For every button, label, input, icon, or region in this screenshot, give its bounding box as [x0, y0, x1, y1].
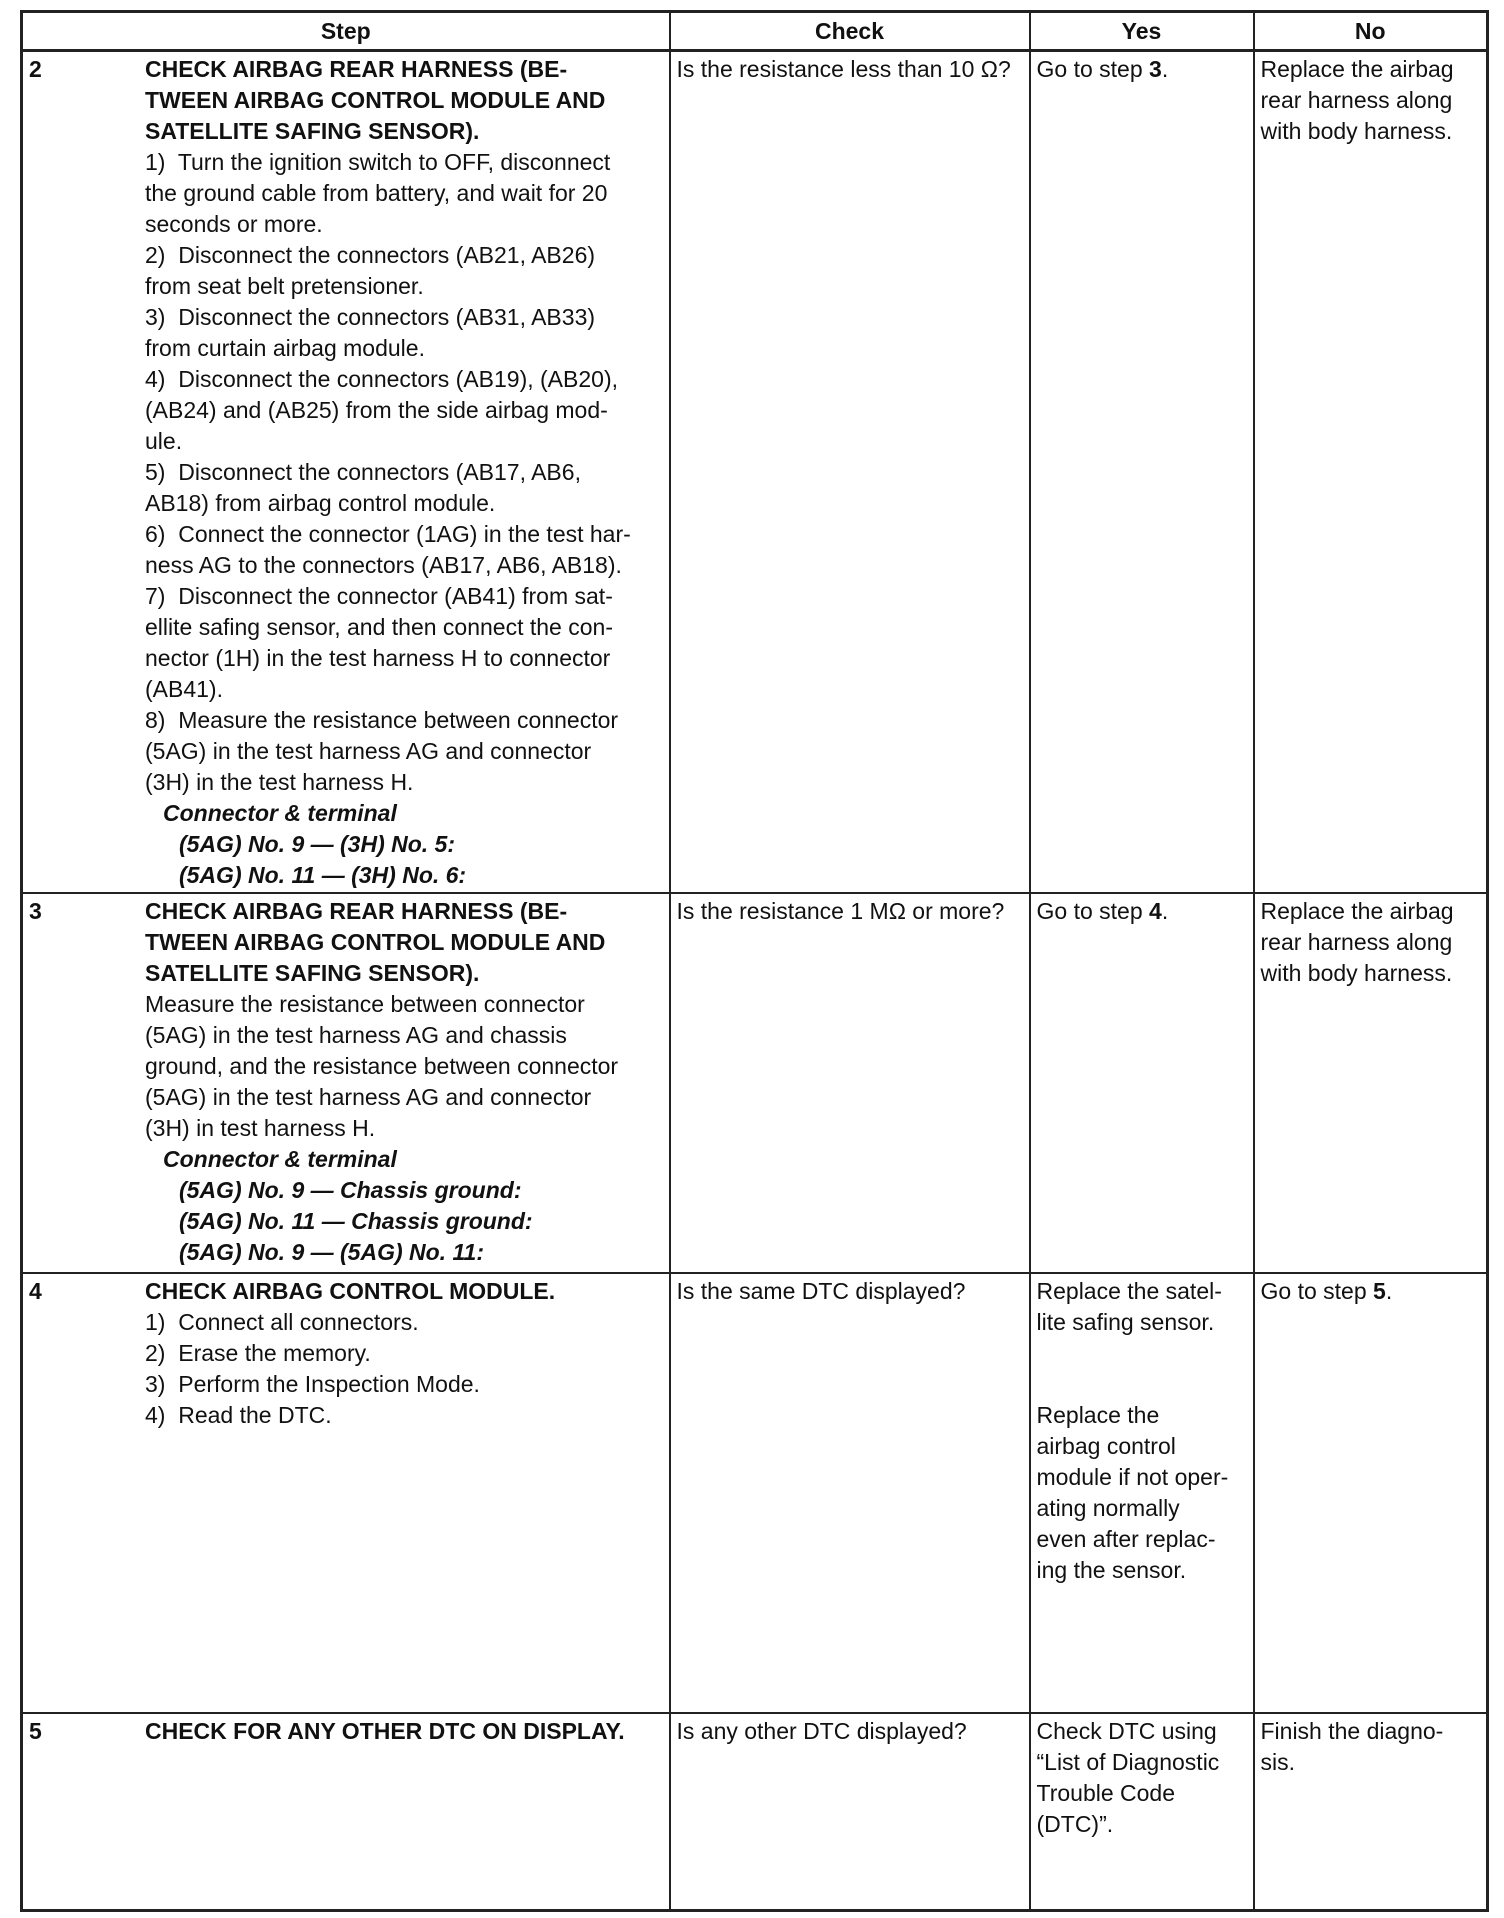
- step-instruction-line: (5AG) in the test harness AG and connector: [145, 738, 592, 764]
- step-instruction-line: Measure the resistance between connector: [145, 990, 585, 1017]
- yes-action: [1037, 1274, 1247, 1586]
- check-cell: [670, 1713, 1030, 1911]
- step-instruction-line: ness AG to the connectors (AB17, AB6, AB18).: [145, 552, 622, 578]
- yes-step-number: 4: [1149, 897, 1162, 924]
- table-row-step-5: [22, 1713, 1488, 1911]
- step-number: 3: [29, 897, 42, 924]
- step-cell: [22, 893, 670, 1273]
- yes-note-line: ating normally: [1036, 1494, 1180, 1521]
- step-cell: [22, 51, 670, 893]
- no-suffix: .: [1385, 1277, 1393, 1304]
- connector-item: (5AG) No. 11 — Chassis ground:: [179, 1207, 533, 1234]
- no-action-line: with body harness.: [1260, 118, 1453, 144]
- yes-action: [1037, 52, 1247, 85]
- header-step: Step: [22, 12, 670, 51]
- no-action-line: Replace the airbag: [1260, 56, 1454, 82]
- yes-note-line: even after replac-: [1036, 1525, 1216, 1552]
- no-action: [1261, 1714, 1481, 1778]
- no-cell: [1254, 1273, 1488, 1713]
- step-instruction-line: 6) Connect the connector (1AG) in the test har-: [145, 521, 631, 547]
- no-action: [1261, 1274, 1481, 1307]
- yes-note-line: Replace the: [1036, 1401, 1160, 1428]
- check-question: Is the resistance 1 MΩ or more?: [676, 897, 1005, 924]
- no-cell: [1254, 1713, 1488, 1911]
- step-instruction-line: 2) Erase the memory.: [145, 1339, 371, 1366]
- connector-item: (5AG) No. 9 — (5AG) No. 11:: [179, 1238, 484, 1265]
- yes-action-line: Check DTC using: [1036, 1717, 1217, 1744]
- yes-step-number: 3: [1149, 56, 1162, 82]
- step-instruction-line: (5AG) in the test harness AG and connector: [145, 1083, 592, 1110]
- step-instruction-line: 3) Disconnect the connectors (AB31, AB33): [145, 304, 596, 330]
- table-row-step-2: [22, 51, 1488, 893]
- connector-heading: Connector & terminal: [163, 800, 397, 826]
- step-instruction-line: ule.: [145, 428, 183, 454]
- no-prefix: Go to step: [1260, 1277, 1374, 1304]
- no-action-line: rear harness along: [1260, 928, 1453, 955]
- header-check: Check: [670, 12, 1030, 51]
- connector-item: (5AG) No. 11 — (3H) No. 6:: [179, 862, 467, 888]
- yes-cell: [1030, 893, 1254, 1273]
- step-instruction-line: (AB24) and (AB25) from the side airbag mod-: [145, 397, 608, 423]
- connector-heading: Connector & terminal: [163, 1145, 397, 1172]
- step-instruction-line: AB18) from airbag control module.: [145, 490, 496, 516]
- no-action: [1261, 894, 1481, 989]
- header-no: No: [1254, 12, 1488, 51]
- step-cell: [22, 1273, 670, 1713]
- step-instruction-line: (AB41).: [145, 676, 223, 702]
- check-cell: [670, 893, 1030, 1273]
- step-instruction-line: (3H) in the test harness H.: [145, 769, 414, 795]
- step-instruction-line: 1) Turn the ignition switch to OFF, disconnect: [145, 149, 611, 175]
- no-action-line: Replace the airbag: [1260, 897, 1454, 924]
- step-instruction-line: 1) Connect all connectors.: [145, 1308, 419, 1335]
- yes-note-line: ing the sensor.: [1036, 1556, 1187, 1583]
- step-cell: [22, 1713, 670, 1911]
- step-instruction-line: (3H) in test harness H.: [145, 1114, 376, 1141]
- check-question: Is the resistance less than 10 Ω?: [676, 56, 1011, 82]
- step-title-line: SATELLITE SAFING SENSOR).: [145, 959, 480, 986]
- table-row-step-4: [22, 1273, 1488, 1713]
- no-action: [1261, 52, 1481, 147]
- yes-action-line: (DTC)”.: [1036, 1810, 1114, 1837]
- step-title-line: CHECK AIRBAG REAR HARNESS (BE-: [145, 56, 568, 82]
- yes-action: [1037, 1714, 1247, 1840]
- no-step-number: 5: [1373, 1277, 1386, 1304]
- step-instruction-line: 3) Perform the Inspection Mode.: [145, 1370, 480, 1397]
- yes-suffix: .: [1161, 56, 1169, 82]
- step-instruction-line: from seat belt pretensioner.: [145, 273, 424, 299]
- yes-action-line: lite safing sensor.: [1036, 1308, 1215, 1335]
- yes-action-line: Trouble Code: [1036, 1779, 1176, 1806]
- step-instruction-line: 2) Disconnect the connectors (AB21, AB26): [145, 242, 596, 268]
- connector-item: (5AG) No. 9 — Chassis ground:: [179, 1176, 522, 1203]
- step-instruction-line: nector (1H) in the test harness H to connector: [145, 645, 611, 671]
- step-title-line: TWEEN AIRBAG CONTROL MODULE AND: [145, 87, 606, 113]
- step-instruction-line: ellite safing sensor, and then connect the con-: [145, 614, 613, 640]
- step-instruction-line: 7) Disconnect the connector (AB41) from sat-: [145, 583, 613, 609]
- step-title: CHECK FOR ANY OTHER DTC ON DISPLAY.: [145, 1717, 625, 1744]
- yes-cell: [1030, 1713, 1254, 1911]
- step-instruction-line: 4) Read the DTC.: [145, 1401, 332, 1428]
- step-instruction-line: from curtain airbag module.: [145, 335, 425, 361]
- yes-action-line: “List of Diagnostic: [1036, 1748, 1220, 1775]
- step-number: 4: [29, 1277, 42, 1304]
- table-row-step-3: [22, 893, 1488, 1273]
- no-action-line: rear harness along: [1260, 87, 1453, 113]
- check-cell: [670, 1273, 1030, 1713]
- step-number: 5: [29, 1717, 42, 1744]
- step-instruction-line: 4) Disconnect the connectors (AB19), (AB20),: [145, 366, 618, 392]
- no-action-line: with body harness.: [1260, 959, 1453, 986]
- step-instruction-line: 8) Measure the resistance between connector: [145, 707, 619, 733]
- step-title-line: TWEEN AIRBAG CONTROL MODULE AND: [145, 928, 606, 955]
- header-yes: Yes: [1030, 12, 1254, 51]
- step-instruction-line: ground, and the resistance between connector: [145, 1052, 619, 1079]
- step-title-line: SATELLITE SAFING SENSOR).: [145, 118, 480, 144]
- no-action-line: Finish the diagno-: [1260, 1717, 1444, 1744]
- step-number: 2: [29, 56, 42, 82]
- step-instruction-line: (5AG) in the test harness AG and chassis: [145, 1021, 567, 1048]
- step-instruction-line: 5) Disconnect the connectors (AB17, AB6,: [145, 459, 581, 485]
- yes-prefix: Go to step: [1036, 897, 1150, 924]
- step-instruction-line: seconds or more.: [145, 211, 323, 237]
- no-cell: [1254, 893, 1488, 1273]
- yes-prefix: Go to step: [1036, 56, 1150, 82]
- check-cell: [670, 51, 1030, 893]
- step-instruction-line: the ground cable from battery, and wait for 20: [145, 180, 608, 206]
- diagnostic-table: [20, 10, 1489, 1912]
- yes-cell: [1030, 1273, 1254, 1713]
- header-row: [22, 12, 1488, 51]
- step-title-line: CHECK AIRBAG REAR HARNESS (BE-: [145, 897, 568, 924]
- no-cell: [1254, 51, 1488, 893]
- check-question: Is any other DTC displayed?: [676, 1717, 967, 1744]
- yes-cell: [1030, 51, 1254, 893]
- yes-action-line: Replace the satel-: [1036, 1277, 1222, 1304]
- no-action-line: sis.: [1260, 1748, 1295, 1775]
- yes-note-line: airbag control: [1036, 1432, 1176, 1459]
- connector-item: (5AG) No. 9 — (3H) No. 5:: [179, 831, 456, 857]
- yes-suffix: .: [1161, 897, 1169, 924]
- check-question: Is the same DTC displayed?: [676, 1277, 966, 1304]
- yes-action: [1037, 894, 1247, 927]
- step-title: CHECK AIRBAG CONTROL MODULE.: [145, 1277, 556, 1304]
- yes-note-line: module if not oper-: [1036, 1463, 1229, 1490]
